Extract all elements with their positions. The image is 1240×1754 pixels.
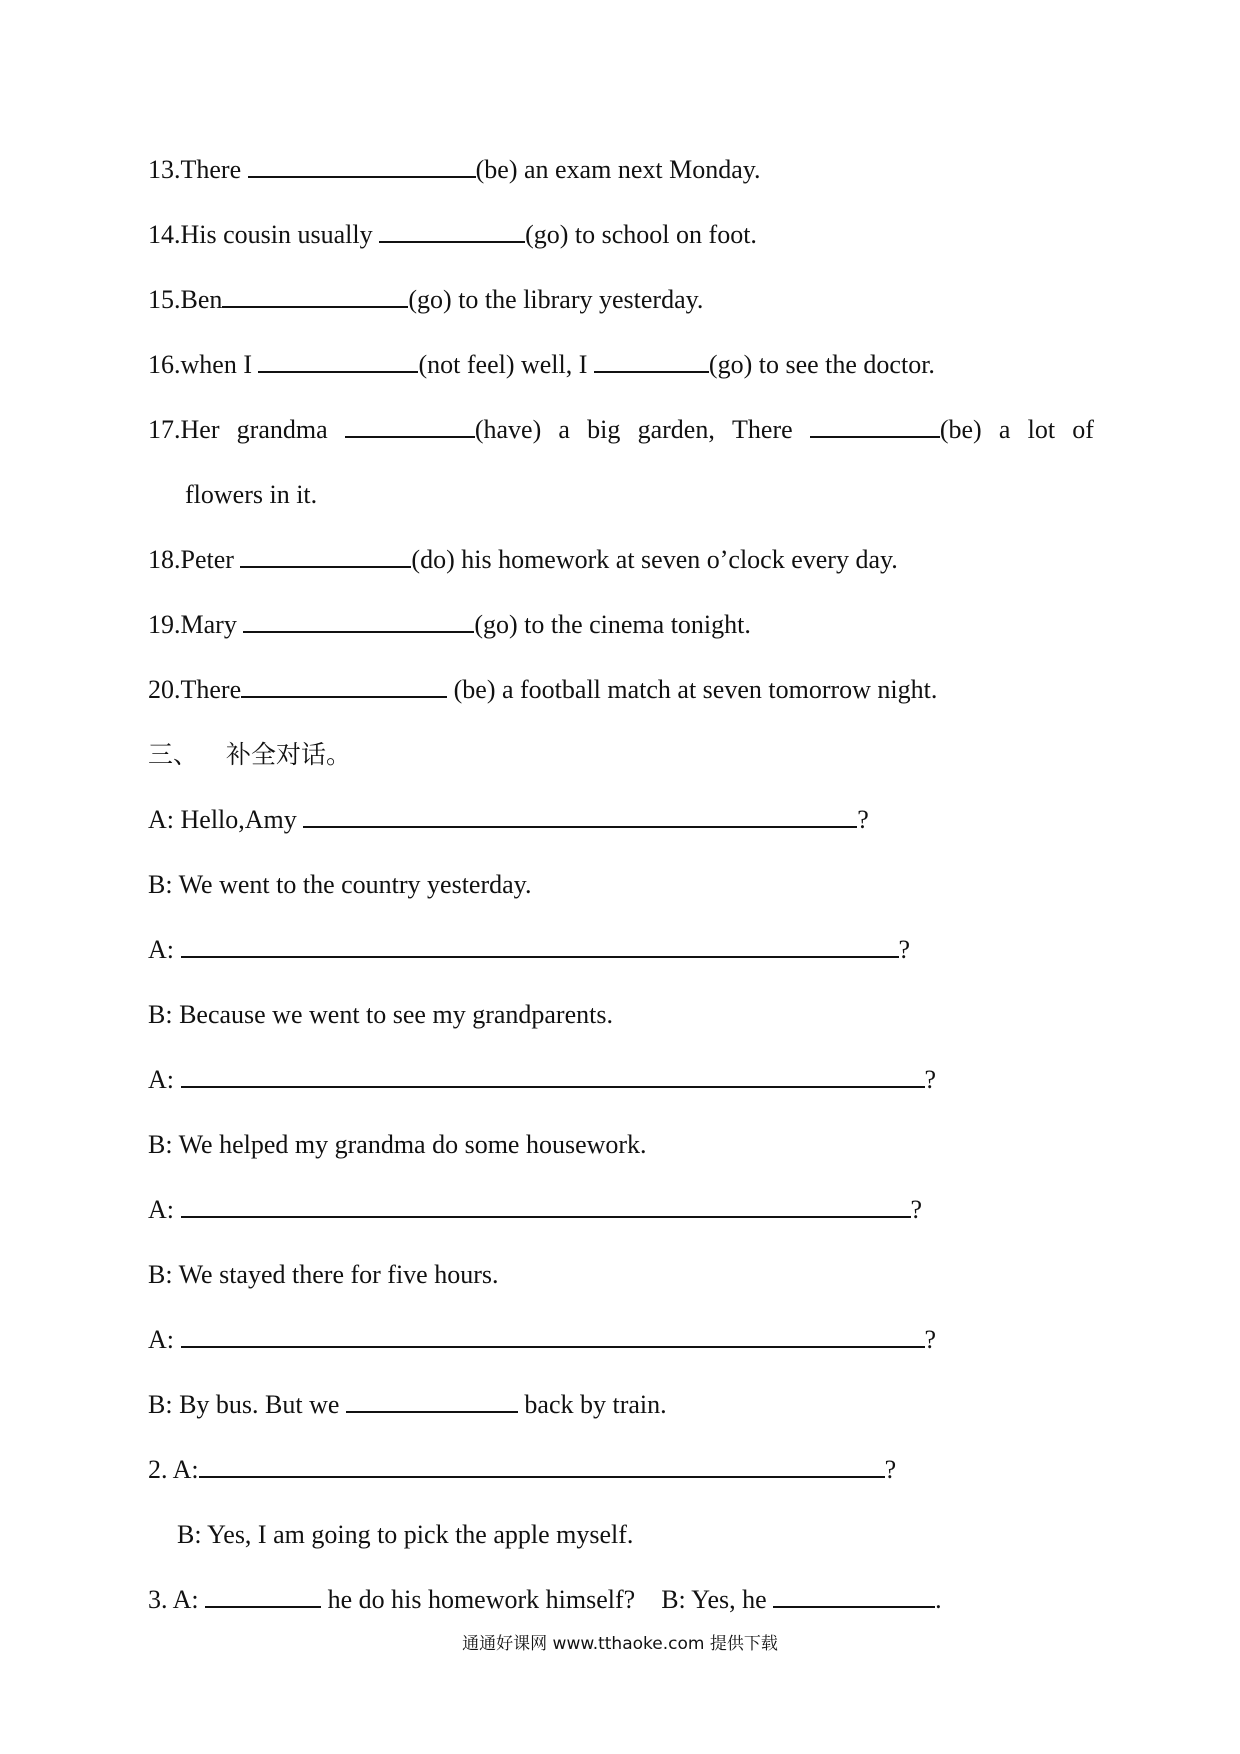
section-number: 三、 xyxy=(148,740,199,769)
question-15 xyxy=(148,282,703,318)
question-number: 13. xyxy=(148,155,181,184)
answer-blank[interactable] xyxy=(199,1452,885,1478)
dialogue-line: B: We went to the country yesterday. xyxy=(148,870,532,899)
question-text: he do his homework himself? xyxy=(321,1585,636,1614)
answer-blank[interactable] xyxy=(181,1062,925,1088)
word: There xyxy=(732,415,793,444)
speaker-text: A: xyxy=(148,1325,181,1354)
answer-blank[interactable] xyxy=(379,217,525,243)
speaker-text: back by train. xyxy=(517,1390,667,1419)
dialogue-line: B: We helped my grandma do some housework. xyxy=(148,1130,647,1159)
answer-blank[interactable] xyxy=(181,1322,925,1348)
speaker-text: A: xyxy=(148,1195,181,1224)
question-3 xyxy=(148,1582,942,1618)
question-18 xyxy=(148,542,898,578)
question-20 xyxy=(148,672,937,708)
question-text: (go) to school on foot. xyxy=(525,220,757,249)
word: a xyxy=(558,415,570,444)
word: lot xyxy=(1027,415,1056,444)
section-heading xyxy=(148,737,351,773)
question-text: (not feel) well, I xyxy=(418,350,594,379)
speaker-text: A: Hello,Amy xyxy=(148,805,304,834)
question-number: 19. xyxy=(148,610,181,639)
answer-blank[interactable] xyxy=(205,1582,321,1608)
question-text: There xyxy=(180,155,248,184)
answer-blank[interactable] xyxy=(303,802,857,828)
dialogue-line xyxy=(148,932,910,968)
answer-blank[interactable] xyxy=(240,542,411,568)
answer-blank[interactable] xyxy=(181,932,899,958)
question-text: There xyxy=(180,675,242,704)
speaker-text: 3. A: xyxy=(148,1585,206,1614)
answer-blank[interactable] xyxy=(181,1192,911,1218)
word: grandma xyxy=(236,415,328,444)
word: big xyxy=(587,415,621,444)
question-text: when I xyxy=(180,350,259,379)
word: Her xyxy=(180,415,220,444)
answer-blank[interactable] xyxy=(810,412,940,438)
word: (be) xyxy=(939,415,982,444)
punctuation: ? xyxy=(910,1195,923,1224)
word: of xyxy=(1072,415,1094,444)
question-2 xyxy=(148,1452,896,1488)
question-2-answer: B: Yes, I am going to pick the apple myself. xyxy=(177,1520,634,1549)
answer-blank[interactable] xyxy=(345,412,475,438)
dialogue-line xyxy=(148,1387,667,1423)
question-number: 14. xyxy=(148,220,181,249)
question-text: (be) an exam next Monday. xyxy=(475,155,761,184)
question-number: 18. xyxy=(148,545,181,574)
answer-blank[interactable] xyxy=(346,1387,518,1413)
question-19 xyxy=(148,607,751,643)
question-text: His cousin usually xyxy=(180,220,380,249)
question-number: 15. xyxy=(148,285,181,314)
word: (have) xyxy=(474,415,542,444)
word: garden, xyxy=(637,415,715,444)
speaker-text: A: xyxy=(148,935,181,964)
answer-blank[interactable] xyxy=(594,347,709,373)
question-text: Ben xyxy=(180,285,223,314)
punctuation: ? xyxy=(924,1325,937,1354)
question-text: Mary xyxy=(180,610,244,639)
question-text: Peter xyxy=(180,545,241,574)
answer-blank[interactable] xyxy=(222,282,408,308)
punctuation: ? xyxy=(898,935,911,964)
speaker-text: B: Yes, he xyxy=(661,1585,774,1614)
question-text: (go) to the library yesterday. xyxy=(408,285,704,314)
question-number: 20. xyxy=(148,675,181,704)
dialogue-line: B: We stayed there for five hours. xyxy=(148,1260,499,1289)
dialogue-line xyxy=(148,1322,936,1358)
question-number: 16. xyxy=(148,350,181,379)
speaker-text: 2. A: xyxy=(148,1455,199,1484)
question-text: (do) his homework at seven o’clock every day. xyxy=(411,545,898,574)
dialogue-line xyxy=(148,802,869,838)
dialogue-line xyxy=(148,1062,936,1098)
question-text: (be) a football match at seven tomorrow night. xyxy=(447,675,938,704)
question-text: (go) to the cinema tonight. xyxy=(474,610,751,639)
punctuation: ? xyxy=(857,805,869,834)
answer-blank[interactable] xyxy=(258,347,418,373)
question-number: 17. xyxy=(148,415,181,444)
question-17 xyxy=(148,412,1094,448)
question-17-continuation: flowers in it. xyxy=(185,480,318,509)
question-13 xyxy=(148,152,761,188)
answer-blank[interactable] xyxy=(243,607,474,633)
question-14 xyxy=(148,217,757,253)
punctuation: ? xyxy=(924,1065,937,1094)
page-footer: 通通好课网 www.tthaoke.com 提供下载 xyxy=(462,1634,778,1654)
word: a xyxy=(998,415,1011,444)
answer-blank[interactable] xyxy=(241,672,447,698)
punctuation: ? xyxy=(884,1455,897,1484)
punctuation: . xyxy=(935,1585,942,1614)
question-16 xyxy=(148,347,935,383)
speaker-text: A: xyxy=(148,1065,181,1094)
speaker-text: B: By bus. But we xyxy=(148,1390,346,1419)
answer-blank[interactable] xyxy=(248,152,476,178)
answer-blank[interactable] xyxy=(773,1582,935,1608)
dialogue-line xyxy=(148,1192,922,1228)
section-title: 补全对话。 xyxy=(226,740,352,769)
dialogue-line: B: Because we went to see my grandparents. xyxy=(148,1000,613,1029)
question-text: (go) to see the doctor. xyxy=(708,350,935,379)
